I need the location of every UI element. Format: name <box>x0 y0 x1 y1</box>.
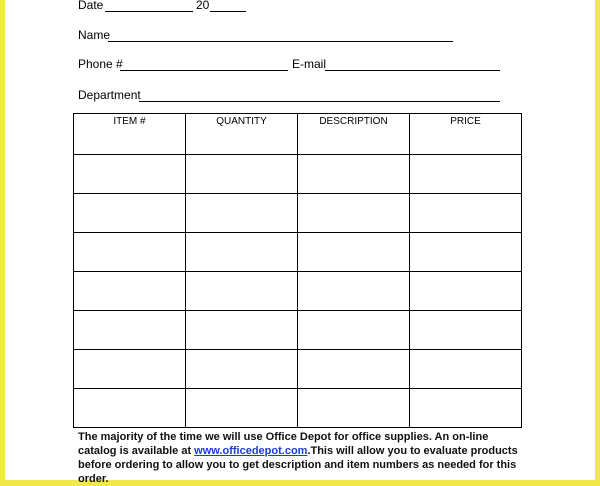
item-number-cell[interactable] <box>74 194 186 233</box>
table-row <box>74 272 522 311</box>
quantity-cell[interactable] <box>186 389 298 428</box>
table-row <box>74 311 522 350</box>
description-cell[interactable] <box>298 311 410 350</box>
footer-note <box>78 430 528 486</box>
description-cell[interactable] <box>298 155 410 194</box>
item-number-cell[interactable] <box>74 350 186 389</box>
description-cell[interactable] <box>298 272 410 311</box>
order-items-table <box>73 113 522 428</box>
description-cell[interactable] <box>298 350 410 389</box>
price-cell[interactable] <box>410 350 522 389</box>
quantity-cell[interactable] <box>186 155 298 194</box>
header-price: PRICE <box>410 114 522 155</box>
quantity-cell[interactable] <box>186 233 298 272</box>
description-cell[interactable] <box>298 389 410 428</box>
date-field[interactable] <box>105 0 193 12</box>
description-cell[interactable] <box>298 233 410 272</box>
price-cell[interactable] <box>410 311 522 350</box>
item-number-cell[interactable] <box>74 389 186 428</box>
footer-text-before-link: The majority of the time we will use Office Depot for office supplies. An on-line catalog is available at <box>78 431 489 457</box>
name-label: Name <box>78 28 111 42</box>
item-number-cell[interactable] <box>74 233 186 272</box>
phone-field[interactable] <box>120 58 288 71</box>
year-prefix: 20 <box>196 0 210 12</box>
year-field[interactable] <box>210 0 246 12</box>
description-cell[interactable] <box>298 194 410 233</box>
quantity-cell[interactable] <box>186 311 298 350</box>
form-page <box>5 0 595 485</box>
name-field[interactable] <box>108 29 453 42</box>
date-label: Date <box>78 0 104 12</box>
price-cell[interactable] <box>410 155 522 194</box>
header-description: DESCRIPTION <box>298 114 410 155</box>
price-cell[interactable] <box>410 272 522 311</box>
footer-text-after-link: .This will allow you to evaluate products before ordering to allow you to get description and item numbers as needed for this order. <box>78 445 518 485</box>
quantity-cell[interactable] <box>186 272 298 311</box>
header-quantity: QUANTITY <box>186 114 298 155</box>
item-number-cell[interactable] <box>74 155 186 194</box>
table-header-row <box>74 114 522 155</box>
table-row <box>74 233 522 272</box>
price-cell[interactable] <box>410 194 522 233</box>
table-row <box>74 350 522 389</box>
table-row <box>74 194 522 233</box>
table-row <box>74 389 522 428</box>
price-cell[interactable] <box>410 233 522 272</box>
quantity-cell[interactable] <box>186 350 298 389</box>
item-number-cell[interactable] <box>74 311 186 350</box>
header-item-number: ITEM # <box>74 114 186 155</box>
email-label: E-mail <box>292 57 327 71</box>
department-label: Department <box>78 88 141 102</box>
phone-label: Phone # <box>78 57 123 71</box>
price-cell[interactable] <box>410 389 522 428</box>
item-number-cell[interactable] <box>74 272 186 311</box>
email-field[interactable] <box>325 58 500 71</box>
department-field[interactable] <box>139 89 500 102</box>
office-depot-link[interactable]: www.officedepot.com <box>194 445 308 457</box>
quantity-cell[interactable] <box>186 194 298 233</box>
table-row <box>74 155 522 194</box>
